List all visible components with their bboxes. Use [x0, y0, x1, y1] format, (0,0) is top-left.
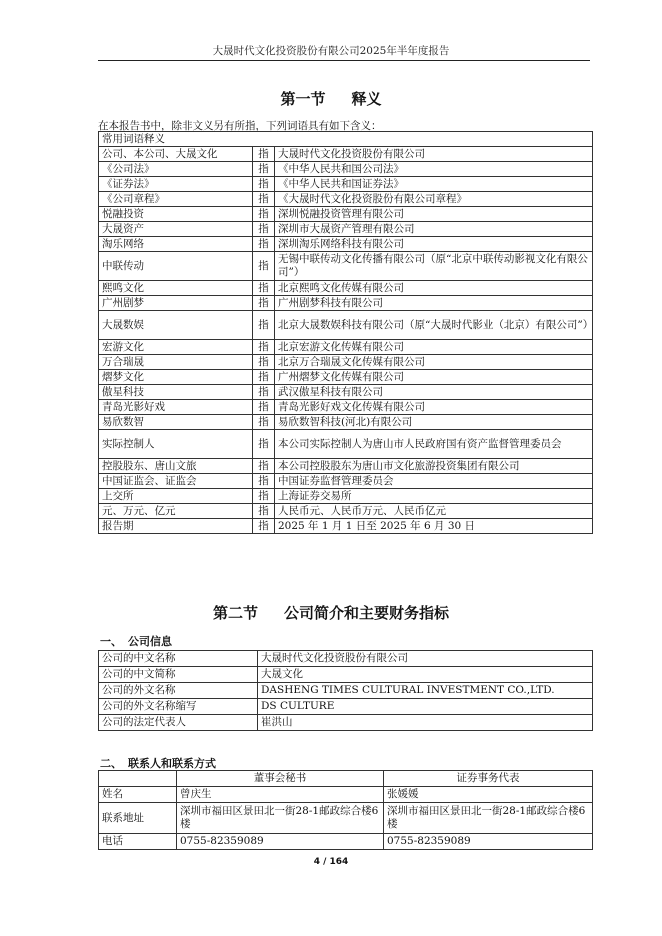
table-row	[99, 834, 593, 850]
glossary-definition: 深圳市大晟资产管理有限公司	[275, 222, 593, 237]
glossary-definition: 北京大晟数娱科技有限公司（原“大晟时代影业（北京）有限公司”）	[275, 311, 593, 340]
glossary-term: 控股股东、唐山文旅	[99, 459, 253, 474]
page-header: 大晟时代文化投资股份有限公司2025年半年度报告	[212, 45, 450, 57]
glossary-ref: 指	[253, 222, 275, 237]
glossary-definition: 无锡中联传动文化传播有限公司（原“北京中联传动影视文化有限公司”）	[275, 252, 593, 281]
glossary-ref: 指	[253, 504, 275, 519]
glossary-ref: 指	[253, 147, 275, 162]
glossary-definition: 青岛光影好戏文化传媒有限公司	[275, 400, 593, 415]
contact-rep-value: 0755-82359089	[384, 834, 593, 850]
table-row	[99, 296, 593, 311]
glossary-ref: 指	[253, 489, 275, 504]
header-divider	[98, 60, 590, 61]
glossary-ref: 指	[253, 177, 275, 192]
table-row	[99, 147, 593, 162]
table-row	[99, 415, 593, 430]
contact-label: 电话	[99, 834, 177, 850]
subsection-title: 公司信息	[128, 635, 172, 648]
company-info-value: DASHENG TIMES CULTURAL INVESTMENT CO.,LTD.	[258, 683, 593, 699]
contact-col-rep: 证券事务代表	[384, 771, 593, 787]
company-info-label: 公司的中文简称	[99, 667, 258, 683]
company-info-value: 崔洪山	[258, 715, 593, 731]
glossary-definition: 深圳悦融投资管理有限公司	[275, 207, 593, 222]
glossary-term: 公司、本公司、大晟文化	[99, 147, 253, 162]
glossary-ref: 指	[253, 400, 275, 415]
glossary-term: 实际控制人	[99, 430, 253, 459]
glossary-ref: 指	[253, 237, 275, 252]
company-info-label: 公司的中文名称	[99, 651, 258, 667]
glossary-term: 元、万元、亿元	[99, 504, 253, 519]
company-info-label: 公司的法定代表人	[99, 715, 258, 731]
contact-label: 联系地址	[99, 803, 177, 834]
table-row	[99, 252, 593, 281]
glossary-term: 报告期	[99, 519, 253, 534]
table-row	[99, 370, 593, 385]
glossary-term: 中联传动	[99, 252, 253, 281]
glossary-table	[98, 131, 593, 534]
glossary-ref: 指	[253, 430, 275, 459]
page-number: 4 / 164	[313, 857, 349, 867]
glossary-term: 万合瑞晟	[99, 355, 253, 370]
glossary-ref: 指	[253, 474, 275, 489]
table-row	[99, 519, 593, 534]
company-info-value: 大晟文化	[258, 667, 593, 683]
section2-heading	[0, 602, 662, 623]
glossary-term: 宏游文化	[99, 340, 253, 355]
contact-rep-value: 张媛媛	[384, 787, 593, 803]
glossary-definition: 易欣数智科技(河北)有限公司	[275, 415, 593, 430]
table-row	[99, 667, 593, 683]
company-info-label: 公司的外文名称	[99, 683, 258, 699]
glossary-term: 大晟数娱	[99, 311, 253, 340]
contact-rep-value: 深圳市福田区景田北一街28-1邮政综合楼6楼	[384, 803, 593, 834]
glossary-ref: 指	[253, 385, 275, 400]
glossary-header-row	[99, 132, 593, 147]
glossary-ref: 指	[253, 281, 275, 296]
glossary-definition: 本公司实际控制人为唐山市人民政府国有资产监督管理委员会	[275, 430, 593, 459]
glossary-term: 大晟资产	[99, 222, 253, 237]
glossary-definition: 广州剧梦科技有限公司	[275, 296, 593, 311]
table-row	[99, 207, 593, 222]
glossary-definition: 大晟时代文化投资股份有限公司	[275, 147, 593, 162]
table-row	[99, 311, 593, 340]
glossary-term: 广州剧梦	[99, 296, 253, 311]
table-row	[99, 489, 593, 504]
section1-heading	[0, 88, 662, 109]
table-row	[99, 340, 593, 355]
glossary-term: 上交所	[99, 489, 253, 504]
glossary-term: 中国证监会、证监会	[99, 474, 253, 489]
glossary-ref: 指	[253, 370, 275, 385]
glossary-ref: 指	[253, 415, 275, 430]
glossary-term: 淘乐网络	[99, 237, 253, 252]
table-row	[99, 787, 593, 803]
glossary-ref: 指	[253, 192, 275, 207]
table-row	[99, 177, 593, 192]
glossary-definition: 2025 年 1 月 1 日至 2025 年 6 月 30 日	[275, 519, 593, 534]
glossary-definition: 武汉傲星科技有限公司	[275, 385, 593, 400]
glossary-ref: 指	[253, 459, 275, 474]
glossary-ref: 指	[253, 296, 275, 311]
company-info-value: DS CULTURE	[258, 699, 593, 715]
company-info-label: 公司的外文名称缩写	[99, 699, 258, 715]
glossary-term: 熠梦文化	[99, 370, 253, 385]
contact-label: 姓名	[99, 787, 177, 803]
glossary-definition: 《中华人民共和国公司法》	[275, 162, 593, 177]
glossary-term: 悦融投资	[99, 207, 253, 222]
glossary-definition: 广州熠梦文化传媒有限公司	[275, 370, 593, 385]
contact-secretary-value: 0755-82359089	[177, 834, 384, 850]
glossary-definition: 《大晟时代文化投资股份有限公司章程》	[275, 192, 593, 207]
company-info-value: 大晟时代文化投资股份有限公司	[258, 651, 593, 667]
table-row	[99, 430, 593, 459]
glossary-term: 傲星科技	[99, 385, 253, 400]
glossary-ref: 指	[253, 355, 275, 370]
table-row	[99, 192, 593, 207]
contact-header-blank	[99, 771, 177, 787]
glossary-ref: 指	[253, 519, 275, 534]
glossary-ref: 指	[253, 340, 275, 355]
table-row	[99, 803, 593, 834]
table-row	[99, 699, 593, 715]
table-row	[99, 400, 593, 415]
table-row	[99, 237, 593, 252]
table-row	[99, 715, 593, 731]
glossary-definition: 本公司控股股东为唐山市文化旅游投资集团有限公司	[275, 459, 593, 474]
table-row	[99, 355, 593, 370]
section2-title: 公司简介和主要财务指标	[284, 604, 450, 622]
section1-intro: 在本报告书中，除非文义另有所指，下列词语具有如下含义：	[98, 120, 382, 132]
subsection-title: 联系人和联系方式	[128, 757, 216, 770]
table-row	[99, 651, 593, 667]
company-info-table	[98, 650, 593, 731]
glossary-ref: 指	[253, 162, 275, 177]
glossary-term: 熙鸣文化	[99, 281, 253, 296]
table-row	[99, 281, 593, 296]
table-row	[99, 222, 593, 237]
contact-col-secretary: 董事会秘书	[177, 771, 384, 787]
glossary-term: 易欣数智	[99, 415, 253, 430]
table-row	[99, 162, 593, 177]
glossary-definition: 《中华人民共和国证券法》	[275, 177, 593, 192]
glossary-definition: 北京熙鸣文化传媒有限公司	[275, 281, 593, 296]
glossary-definition: 上海证券交易所	[275, 489, 593, 504]
section1-title: 释义	[351, 90, 382, 108]
table-row	[99, 504, 593, 519]
glossary-term: 《公司章程》	[99, 192, 253, 207]
glossary-definition: 中国证券监督管理委员会	[275, 474, 593, 489]
contact-secretary-value: 深圳市福田区景田北一街28-1邮政综合楼6楼	[177, 803, 384, 834]
glossary-term: 《公司法》	[99, 162, 253, 177]
glossary-ref: 指	[253, 252, 275, 281]
subsection-number: 一、	[100, 635, 122, 648]
subsection-number: 二、	[100, 757, 122, 770]
glossary-definition: 北京万合瑞晟文化传媒有限公司	[275, 355, 593, 370]
subsection-company-info	[100, 633, 172, 649]
section1-number: 第一节	[280, 90, 326, 108]
contact-table	[98, 770, 593, 850]
table-row	[99, 683, 593, 699]
glossary-definition: 北京宏游文化传媒有限公司	[275, 340, 593, 355]
table-row	[99, 474, 593, 489]
subsection-contact	[100, 755, 216, 771]
glossary-ref: 指	[253, 207, 275, 222]
glossary-term: 《证券法》	[99, 177, 253, 192]
glossary-term: 青岛光影好戏	[99, 400, 253, 415]
glossary-definition: 深圳淘乐网络科技有限公司	[275, 237, 593, 252]
contact-secretary-value: 曾庆生	[177, 787, 384, 803]
glossary-ref: 指	[253, 311, 275, 340]
section2-number: 第二节	[212, 604, 258, 622]
glossary-definition: 人民币元、人民币万元、人民币亿元	[275, 504, 593, 519]
table-row	[99, 459, 593, 474]
contact-header-row	[99, 771, 593, 787]
glossary-header: 常用词语释义	[99, 132, 593, 147]
table-row	[99, 385, 593, 400]
